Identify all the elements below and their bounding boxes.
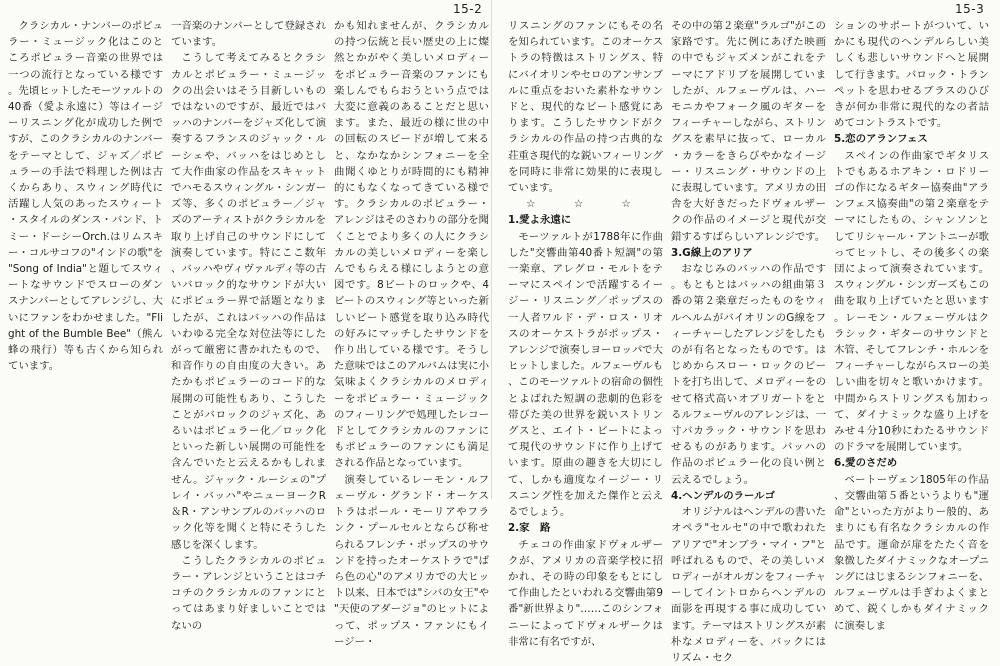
page-number-right: 15-3 — [955, 2, 985, 16]
text-column-6 — [834, 18, 989, 632]
text-column-1 — [8, 18, 163, 494]
paragraph: おなじみのバッハの作品です。もともとはバッハの組曲第３番の第２楽章だったものをウィルヘルムがバイオリンのG線をフィーチャーしたアレンジをしたものが有名となったものです。はじめからスロー・ロックのビートを打ち出して、メロディーをのせて格式高いオブリガートをとるルフェーヴルのアレンジは、一寸バカラック・サウンドを思わせるものがあります。バッハの作品のポピュラー化の良い例と云えるでしょう。 — [671, 263, 826, 486]
paragraph: オリジナルはヘンデルの書いたオペラ"セルセ"の中で歌われたアリアで"オンブラ・マイ・フ"と呼ばれるもので、その美しいメロディーがオルガンをフィーチャーしてイントロからヘンデルの面影を再現する事に成功しています。テーマはストリングスが素朴なメロディーを、バックにはリズム・セク — [671, 506, 826, 664]
paragraph: かも知れませんが、クラシカルの持つ伝統と長い歴史の上に燦然とかがやく美しいメロディーをポピュラー音楽のファンにも楽しんでもらおうという点では大変に意義のあることだと思います。また、最近の様に世の中の回転のスピードが増して来ると、なかなかシンフォニーを全曲聞くゆとりが時間的にも精神的にもなくなってきている様です。クラシカルのポピュラー・アレンジはそのさわりの部分を聞くことでより多くの人にクラシカルの美しいメロディーを楽しんでもらえる様にしようとの意図です。8ビートのロックや、4ビートのスウィング等といった新しいビート感覚を取り込み時代の好みにマッチしたサウンドを作り出している様です。そうした意味ではこのアルバムは実に小気味よくクラシカルのメロディーをポピュラー・ミュージックのフィーリングで処理したレコードとしてクラシカルのファンにもポピュラーのファンにも満足される作品となっています。 — [334, 20, 489, 470]
paragraph: チェコの作曲家ドヴォルザークが、アメリカの音楽学校に招かれ、その時の印象をもとにして作曲したといわれる交響曲第9番"新世界より"……このシンフォニーによってドヴォルザークは非常に有名ですが、 — [508, 538, 663, 648]
paragraph: こうしたクラシカルのポピュラー・アレンジということはコチコチのクラシカルのファンにとってはあまり好ましいことではないの — [171, 554, 326, 632]
paragraph: 一音楽のナンバーとして登録されています。 — [171, 20, 326, 49]
text-column-2 — [171, 18, 326, 632]
paragraph: こうして考えてみるとクラシカルとポピュラー・ミュージックの出会いはそう目新しいものではないのですが、最近ではバッハのナンバーをジャズ化して演奏するフランスのジャック・ルーシェや、バッハをはじめとして大作曲家の作品をスキャットでハモるスウィングル・シンガーズ等、多くのポピュラー／ジャズのアーティストがクラシカルを取り上げ自己のサウンドにして演奏しています。特にここ数年、バッハやヴィヴァルディ等の古いバロック的なサウンドが大いにポピュラー界で話題となりましたが、これはバッハの作品はいわゆる完全な対位法等にしたがって厳密に書かれたもので、和音作りの自由度の大きい。あたかもポピュラーのコード的な展開の可能性もあり、こうしたことがバロックのジャズ化、あるいはポピュラー化／ロック化といった新しい展開の可能性を含んでいたと云えるかもしれません。ジャック・ルーシェの"プレイ・バッハ"やニューヨークR＆R・アンサンブルのバッハのロック化等を聞くと特にそうした感じを深くします。 — [171, 52, 326, 551]
page-number-left: 15-2 — [453, 2, 483, 16]
paragraph: スペインの作曲家でギタリストでもあるホアキン・ロドリーゴの作になるギター協奏曲"アランフェス協奏曲"の第２楽章をテーマにしたもの、シャンソンとしてリシャール・アントニーが歌ってヒットし、その後多くの楽団によって演奏されています。スウィングル・シンガーズもこの曲を取り上げていたと思います。レーモン・ルフェーヴルはクラシック・ギターのサウンドと木管、そしてフレンチ・ホルンをフィーチャーしながらスローの美しい曲を切々と歌いかけます。中間からストリングスも加わって、ダイナミックな盛り上げをみせ４分10秒にわたるサウンドのドラマを展開しています。 — [834, 149, 989, 454]
paragraph: 演奏しているレーモン・ルフェーヴル・グランド・オーケストラはポール・モーリアやフランク・プールセルとならび称せられるフレンチ・ポップスのサウンドを持ったオーケストラで"ばら色の心"のアメリカでの大ヒット以来、日本では"シバの女王"や"天使のアダージョ"のヒットによって、ポップス・ファンにもイージー・ — [334, 473, 489, 648]
star-divider: ☆ ☆ ☆ — [526, 198, 645, 211]
text-column-3 — [334, 18, 489, 648]
paragraph: ベートーヴェン1805年の作品、交響曲第５番というよりも"運命"といった方がよりー般的、あまりにも有名なクラシカルの作品です。運命が扉をたたく音を象徴したダイナミックなオープニングにはじまるシンフォニーを、ルフェーヴルは手ぎわよくまとめて、鋭くしかもダイナミックに演奏しま — [834, 473, 989, 632]
text-column-5 — [671, 18, 826, 664]
paragraph: モーツァルトが1788年に作曲した"交響曲第40番ト短調"の第一楽章、アレグロ・モルトをテーマにスペインで活躍するイージー・リスニング／ポップスの一人者ワルド・デ・ロス・リオスのオーケストラがポップス・アレンジで演奏しヨーロッパで大ヒットしました。ルフェーヴルも、このモーツァルトの宿命の個性とよばれた短調の悲劇的色彩を帯びた美の世界を鋭いストリングスと、エイト・ビートによって現代のサウンドに作り上げています。原曲の趣きを大切にして、しかも適度なイージー・リスニング性を加えた傑作と云えるでしょう。 — [508, 230, 663, 519]
paragraph: クラシカル・ナンバーのポピュラー・ミュージック化はこのところポピュラー音楽の世界では一つの流行となっている様です。先頃ヒットしたモーツァルトの40番（愛よ永遠に）等はイージーリスニング化が成功した例ですが、このクラシカルのナンバーをテーマとして、ジャズ／ポピュラーの手法で料理した例は古くからあり、スウィング時代に活躍し人気のあったスウィート・スタイルのダンス・バンド、トミー・ドーシーOrch.はリムスキー・コルサコフの"インドの歌"を"Song of India"と題してスウィートなサウンドでスローのダンスナンバーとしてアレンジし、大いにファンをわかせました。"Flight of the Bumble Bee"（熊ん蜂の飛行）等も古くから知られています。 — [8, 20, 163, 373]
section-heading: 2.家 路 — [508, 522, 551, 535]
paragraph: リスニングのファンにもその名を知られています。このオーケストラの特徴はストリングス、特にバイオリンやセロのアンサンブルに重点をおいた素朴なサウンドと、現代的なビート感覚にあります。こうしたサウンドがクラシカルの作品の持つ古典的な荘重さ現代的な鋭いフィーリングを同時に非常に効果的に表現しています。 — [508, 20, 663, 195]
section-heading: 4.ヘンデルのラールゴ — [671, 489, 775, 502]
section-heading: 5.恋のアランフェス — [834, 133, 928, 146]
section-heading: 3.G線上のアリア — [671, 246, 753, 259]
paragraph: その中の第２楽章"ラルゴ"がこの家路です。先に例にあげた映画の中でもジャズメンがこれをテーマにアドリブを展開していましたが、ルフェーヴルは、ハーモニカやフォーク風のギターをフィーチャーしながら、ストリングスを素早に抜って、ローカル・カラーをきらびやかなイージー・リスニング・サウンドの上に表現しています。アメリカの田舎を大好きだったドヴォルザークの作品のイメージと現代が交錯するすばらしいアレンジです。 — [671, 20, 826, 243]
text-column-4 — [508, 18, 663, 648]
section-heading: 1.愛よ永遠に — [508, 214, 572, 227]
paragraph: ションのサポートがついて、いかにも現代のヘンデルらしい美しくも悲しいサウンドへと展開して行きます。バロック・トランペットを思わせるブラスのひびきが何か非常に現代的なの者詰めてコントラストです。 — [834, 20, 989, 130]
section-heading: 6.愛のさだめ — [834, 457, 898, 470]
liner-notes-spread — [8, 18, 992, 664]
